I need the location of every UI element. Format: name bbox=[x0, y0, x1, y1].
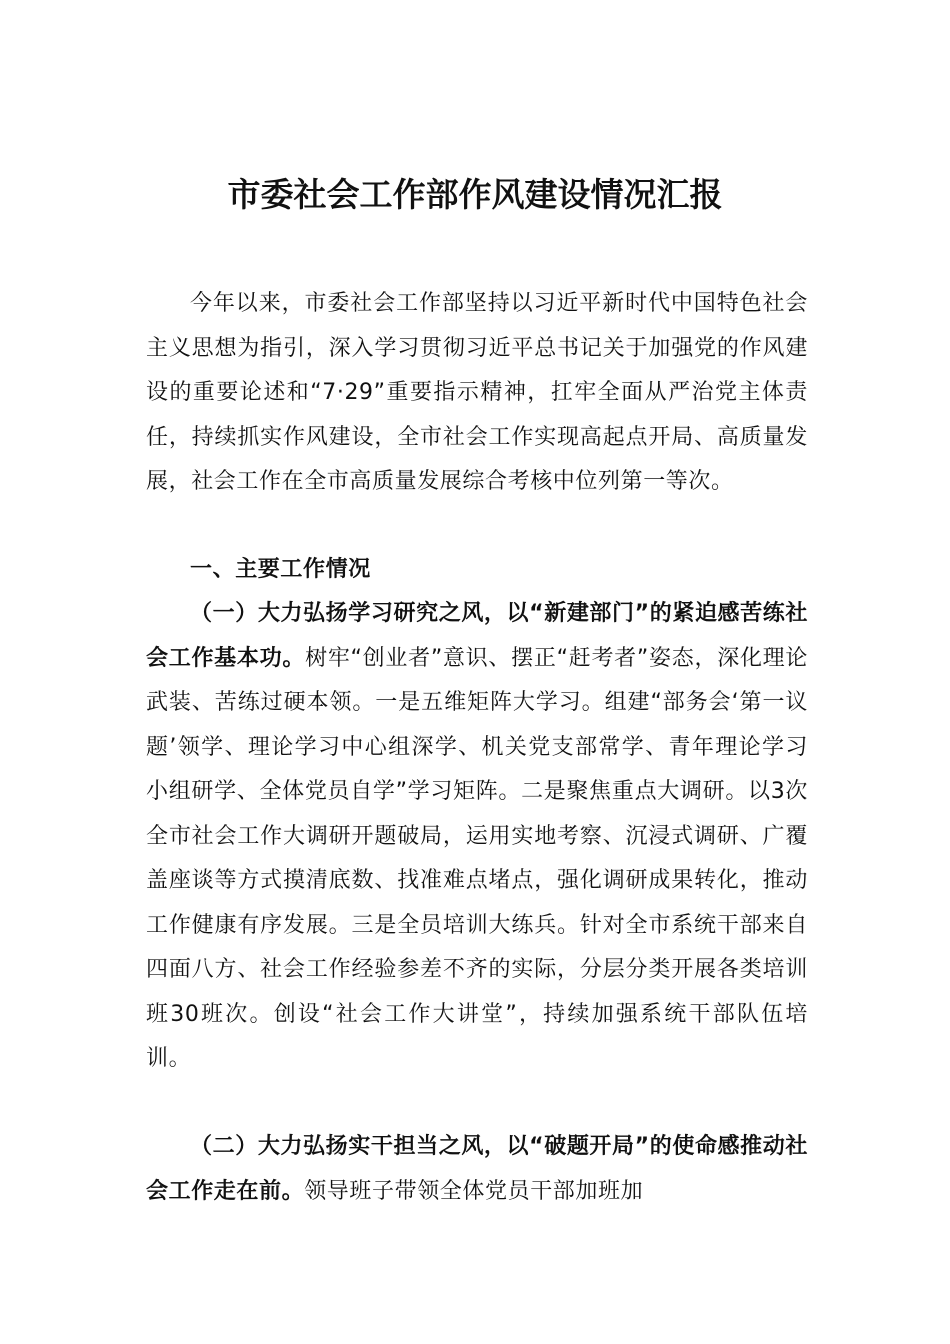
section-1-paragraph bbox=[146, 592, 808, 1082]
section-2-paragraph bbox=[146, 1125, 808, 1214]
intro-text: 今年以来，市委社会工作部坚持以习近平新时代中国特色社会主义思想为指引，深入学习贯彻习近平总书记关于加强党的作风建设的重要论述和“7·29”重要指示精神，扛牢全面从严治党主体责任，持续抓实作风建设，全市社会工作实现高起点开局、高质量发展，社会工作在全市高质量发展综合考核中位列第一等次。 bbox=[146, 291, 808, 494]
section-1-lead: （一）大力弘扬学习研究之风，以“新建部门”的紧迫感苦练社会工作基本功。 bbox=[146, 601, 808, 671]
section-1-text bbox=[146, 592, 808, 1082]
section-heading-main-work: 一、主要工作情况 bbox=[190, 557, 371, 582]
section-1-body: 树牢“创业者”意识、摆正“赶考者”姿态，深化理论武装、苦练过硬本领。一是五维矩阵大学习。组建“部务会‘第一议题’领学、理论学习中心组深学、机关党支部常学、青年理论学习小组研学、全体党员自学”学习矩阵。二是聚焦重点大调研。以3次全市社会工作大调研开题破局，运用实地考察、沉浸式调研、广覆盖座谈等方式摸清底数、找准难点堵点，强化调研成果转化，推动工作健康有序发展。三是全员培训大练兵。针对全市系统干部来自四面八方、社会工作经验参差不齐的实际，分层分类开展各类培训班30班次。创设“社会工作大讲堂”，持续加强系统干部队伍培训。 bbox=[146, 645, 808, 1071]
section-2-body: 领导班子带领全体党员干部加班加 bbox=[304, 1178, 644, 1204]
section-2-lead: （二）大力弘扬实干担当之风，以“破题开局”的使命感推动社会工作走在前。 bbox=[146, 1134, 808, 1204]
document-title: 市委社会工作部作风建设情况汇报 bbox=[227, 175, 723, 214]
section-2-text bbox=[146, 1125, 808, 1214]
intro-paragraph bbox=[146, 282, 808, 505]
